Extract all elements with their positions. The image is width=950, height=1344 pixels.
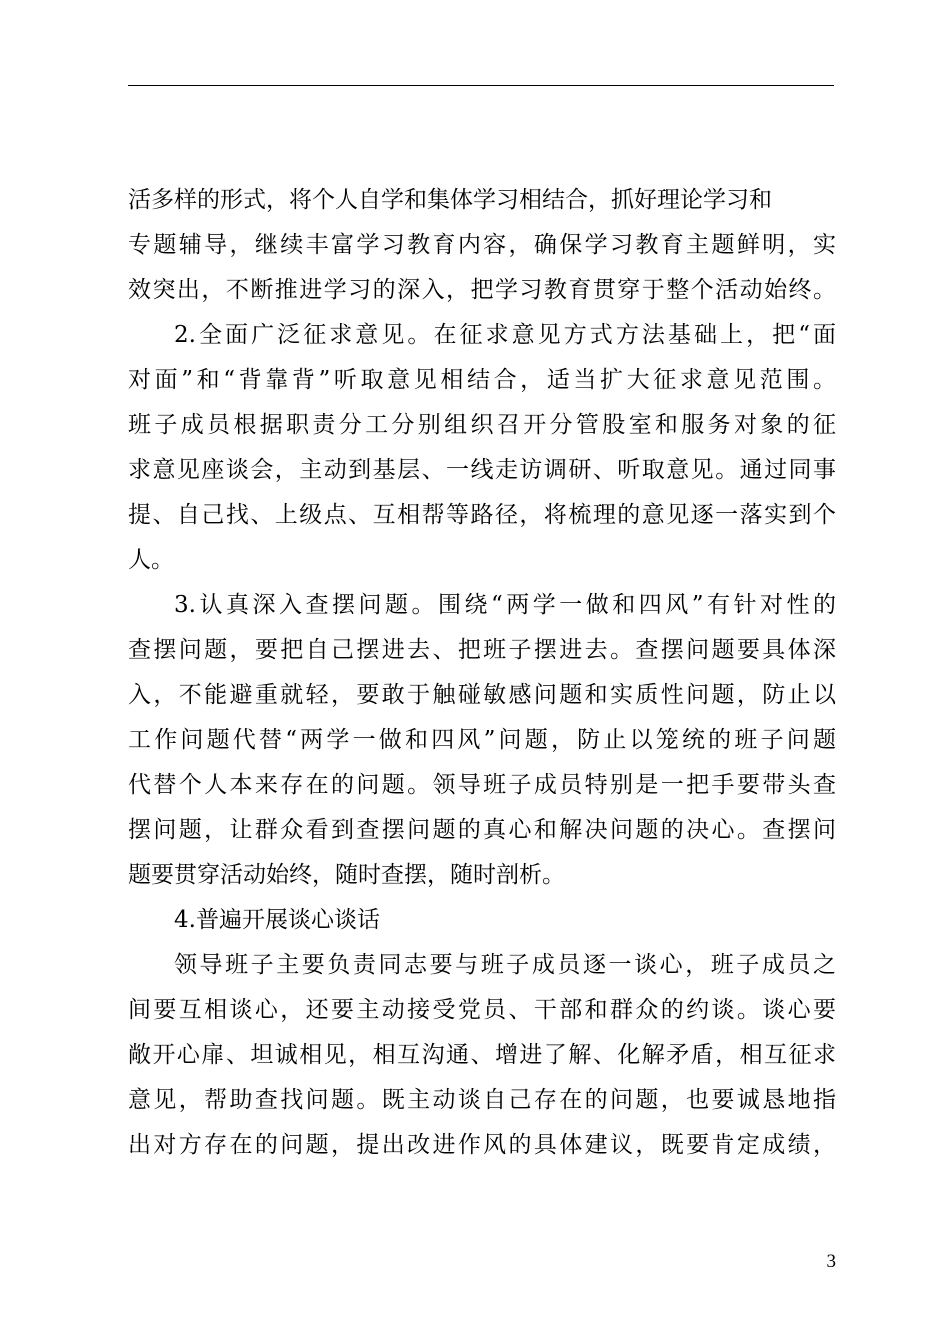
text-line: 间要互相谈心，还要主动接受党员、干部和群众的约谈。谈心要 [128,997,836,1023]
text-line: 专题辅导，继续丰富学习教育内容，确保学习教育主题鲜明，实 [128,232,836,258]
text-line: 意见，帮助查找问题。既主动谈自己存在的问题，也要诚恳地指 [128,1087,836,1113]
text-line: 班子成员根据职责分工分别组织召开分管股室和服务对象的征 [128,412,836,438]
text-line: 效突出，不断推进学习的深入，把学习教育贯穿于整个活动始终。 [128,277,836,303]
text-line: 工作问题代替“两学一做和四风”问题，防止以笼统的班子问题 [128,727,836,753]
text-line: 提、自己找、上级点、互相帮等路径，将梳理的意见逐一落实到个 [128,502,836,528]
section-heading-4: 4.普遍开展谈心谈话 [174,907,380,933]
text-line: 领导班子主要负责同志要与班子成员逐一谈心，班子成员之 [174,952,836,978]
text-line: 代替个人本来存在的问题。领导班子成员特别是一把手要带头查 [128,772,836,798]
paragraph-heading-3: 3.认真深入查摆问题。围绕“两学一做和四风”有针对性的 [174,592,836,618]
text-line: 入，不能避重就轻，要敢于触碰敏感问题和实质性问题，防止以 [128,682,836,708]
text-line: 活多样的形式，将个人自学和集体学习相结合，抓好理论学习和 [128,187,772,213]
text-line: 出对方存在的问题，提出改进作风的具体建议，既要肯定成绩， [128,1132,836,1158]
text-line: 摆问题，让群众看到查摆问题的真心和解决问题的决心。查摆问 [128,817,836,843]
document-body [128,178,836,1168]
header-rule [128,85,834,86]
text-line: 人。 [128,547,174,573]
text-line: 对面”和“背靠背”听取意见相结合，适当扩大征求意见范围。 [128,367,836,393]
text-line: 查摆问题，要把自己摆进去、把班子摆进去。查摆问题要具体深 [128,637,836,663]
text-line: 求意见座谈会，主动到基层、一线走访调研、听取意见。通过同事 [128,457,836,483]
paragraph-heading-2: 2.全面广泛征求意见。在征求意见方式方法基础上，把“面 [174,322,836,348]
text-line: 题要贯穿活动始终，随时查摆，随时剖析。 [128,862,565,888]
page-number: 3 [826,1251,836,1272]
text-line: 敞开心扉、坦诚相见，相互沟通、增进了解、化解矛盾，相互征求 [128,1042,836,1068]
